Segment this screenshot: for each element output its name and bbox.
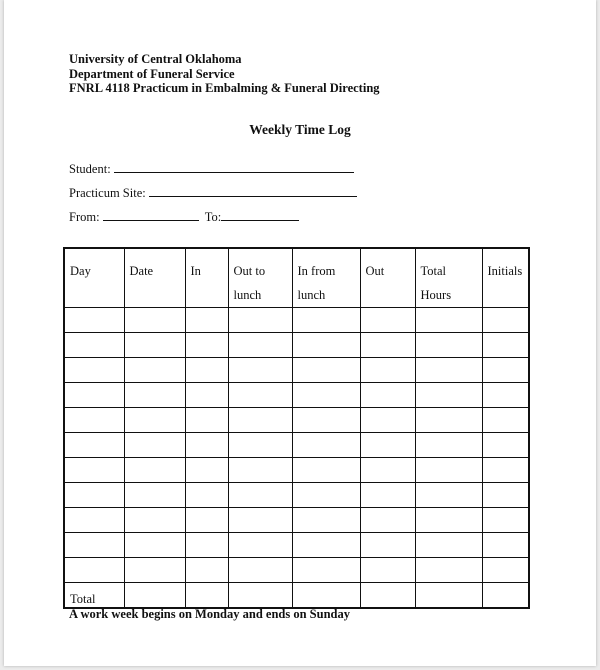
table-cell[interactable] (482, 483, 529, 508)
table-cell[interactable] (292, 408, 360, 433)
table-cell[interactable] (228, 308, 292, 333)
total-label: Total (70, 592, 96, 606)
table-cell[interactable] (185, 583, 228, 609)
table-cell[interactable] (64, 383, 124, 408)
table-cell[interactable] (415, 408, 482, 433)
university-name: University of Central Oklahoma (69, 52, 242, 66)
table-cell[interactable] (415, 333, 482, 358)
table-cell[interactable] (415, 458, 482, 483)
table-cell[interactable] (482, 358, 529, 383)
table-cell[interactable] (228, 508, 292, 533)
total-label-cell (64, 583, 124, 609)
table-cell[interactable] (360, 558, 415, 583)
table-cell[interactable] (292, 508, 360, 533)
table-row (64, 383, 529, 408)
document-header (69, 52, 380, 96)
table-cell[interactable] (482, 583, 529, 609)
table-cell[interactable] (228, 358, 292, 383)
table-row (64, 333, 529, 358)
table-header-row (64, 248, 529, 308)
table-cell[interactable] (415, 583, 482, 609)
table-cell[interactable] (124, 558, 185, 583)
table-cell[interactable] (482, 433, 529, 458)
table-cell[interactable] (124, 483, 185, 508)
table-total-row (64, 583, 529, 609)
table-cell[interactable] (415, 308, 482, 333)
table-cell[interactable] (482, 508, 529, 533)
column-header-date: Date (124, 248, 185, 308)
table-cell[interactable] (360, 433, 415, 458)
table-cell[interactable] (64, 308, 124, 333)
table-row (64, 483, 529, 508)
table-cell[interactable] (415, 483, 482, 508)
table-cell[interactable] (64, 558, 124, 583)
table-cell[interactable] (482, 308, 529, 333)
column-header-out-to-lunch: Out to lunch (228, 248, 292, 308)
table-cell[interactable] (360, 508, 415, 533)
table-cell[interactable] (124, 583, 185, 609)
practicum-site-field (69, 185, 357, 201)
table-cell[interactable] (124, 308, 185, 333)
table-cell[interactable] (185, 333, 228, 358)
department-name: Department of Funeral Service (69, 66, 235, 81)
table-cell[interactable] (360, 458, 415, 483)
table-cell[interactable] (292, 583, 360, 609)
column-header-initials: Initials (482, 248, 529, 308)
table-cell[interactable] (64, 533, 124, 558)
table-cell[interactable] (360, 308, 415, 333)
page-title: Weekly Time Log (249, 122, 351, 137)
table-cell[interactable] (292, 458, 360, 483)
table-cell[interactable] (360, 383, 415, 408)
table-cell[interactable] (415, 358, 482, 383)
document-page (4, 0, 596, 666)
table-cell[interactable] (228, 483, 292, 508)
table-cell[interactable] (228, 583, 292, 609)
table-cell[interactable] (292, 383, 360, 408)
table-cell[interactable] (228, 333, 292, 358)
table-cell[interactable] (415, 508, 482, 533)
table-cell[interactable] (64, 333, 124, 358)
table-row (64, 358, 529, 383)
table-cell[interactable] (124, 358, 185, 383)
table-cell[interactable] (64, 433, 124, 458)
practicum-site-label: Practicum Site: (69, 186, 146, 200)
table-cell[interactable] (292, 483, 360, 508)
table-cell[interactable] (124, 408, 185, 433)
table-cell[interactable] (185, 358, 228, 383)
table-cell[interactable] (360, 533, 415, 558)
table-cell[interactable] (124, 533, 185, 558)
table-cell[interactable] (360, 333, 415, 358)
table-cell[interactable] (64, 408, 124, 433)
table-cell[interactable] (185, 433, 228, 458)
table-cell[interactable] (64, 358, 124, 383)
table-cell[interactable] (292, 308, 360, 333)
from-label: From: (69, 210, 100, 224)
student-input-line[interactable] (114, 161, 354, 173)
student-label: Student: (69, 162, 111, 176)
table-cell[interactable] (482, 458, 529, 483)
table-cell[interactable] (415, 383, 482, 408)
table-cell[interactable] (185, 308, 228, 333)
table-cell[interactable] (185, 508, 228, 533)
table-cell[interactable] (185, 483, 228, 508)
from-input-line[interactable] (103, 209, 199, 221)
table-cell[interactable] (124, 383, 185, 408)
column-header-in: In (185, 248, 228, 308)
to-label: To: (204, 210, 222, 224)
table-cell[interactable] (228, 408, 292, 433)
table-cell[interactable] (415, 533, 482, 558)
table-cell[interactable] (124, 458, 185, 483)
table-row (64, 308, 529, 333)
student-field (69, 161, 354, 177)
table-row (64, 558, 529, 583)
table-row (64, 508, 529, 533)
table-cell[interactable] (482, 383, 529, 408)
table-cell[interactable] (415, 433, 482, 458)
table-cell[interactable] (64, 508, 124, 533)
table-cell[interactable] (228, 383, 292, 408)
course-name: FNRL 4118 Practicum in Embalming & Funeral Directing (69, 81, 380, 95)
column-header-in-from-lunch: In from lunch (292, 248, 360, 308)
table-cell[interactable] (228, 558, 292, 583)
table-cell[interactable] (482, 333, 529, 358)
table-cell[interactable] (228, 433, 292, 458)
table-cell[interactable] (124, 508, 185, 533)
column-header-out: Out (360, 248, 415, 308)
to-input-line[interactable] (221, 209, 299, 221)
column-header-day: Day (64, 248, 124, 308)
column-header-total-hours: Total Hours (415, 248, 482, 308)
table-cell[interactable] (185, 458, 228, 483)
table-cell[interactable] (185, 408, 228, 433)
table-cell[interactable] (64, 458, 124, 483)
table-cell[interactable] (124, 433, 185, 458)
table-cell[interactable] (124, 333, 185, 358)
table-cell[interactable] (415, 558, 482, 583)
work-week-note: A work week begins on Monday and ends on Sunday (69, 607, 350, 621)
table-cell[interactable] (482, 558, 529, 583)
table-row (64, 533, 529, 558)
table-row (64, 408, 529, 433)
table-cell[interactable] (185, 383, 228, 408)
table-row (64, 458, 529, 483)
table-cell[interactable] (185, 533, 228, 558)
table-cell[interactable] (360, 483, 415, 508)
date-range-field (69, 209, 299, 225)
table-row (64, 433, 529, 458)
table-cell[interactable] (185, 558, 228, 583)
table-cell[interactable] (292, 558, 360, 583)
table-cell[interactable] (228, 533, 292, 558)
table-cell[interactable] (482, 533, 529, 558)
table-cell[interactable] (292, 333, 360, 358)
table-cell[interactable] (292, 358, 360, 383)
table-cell[interactable] (360, 358, 415, 383)
table-cell[interactable] (360, 583, 415, 609)
table-cell[interactable] (482, 408, 529, 433)
table-cell[interactable] (292, 533, 360, 558)
time-log-table (63, 247, 530, 609)
table-cell[interactable] (64, 483, 124, 508)
table-cell[interactable] (228, 458, 292, 483)
table-cell[interactable] (360, 408, 415, 433)
practicum-site-input-line[interactable] (149, 185, 357, 197)
table-cell[interactable] (292, 433, 360, 458)
